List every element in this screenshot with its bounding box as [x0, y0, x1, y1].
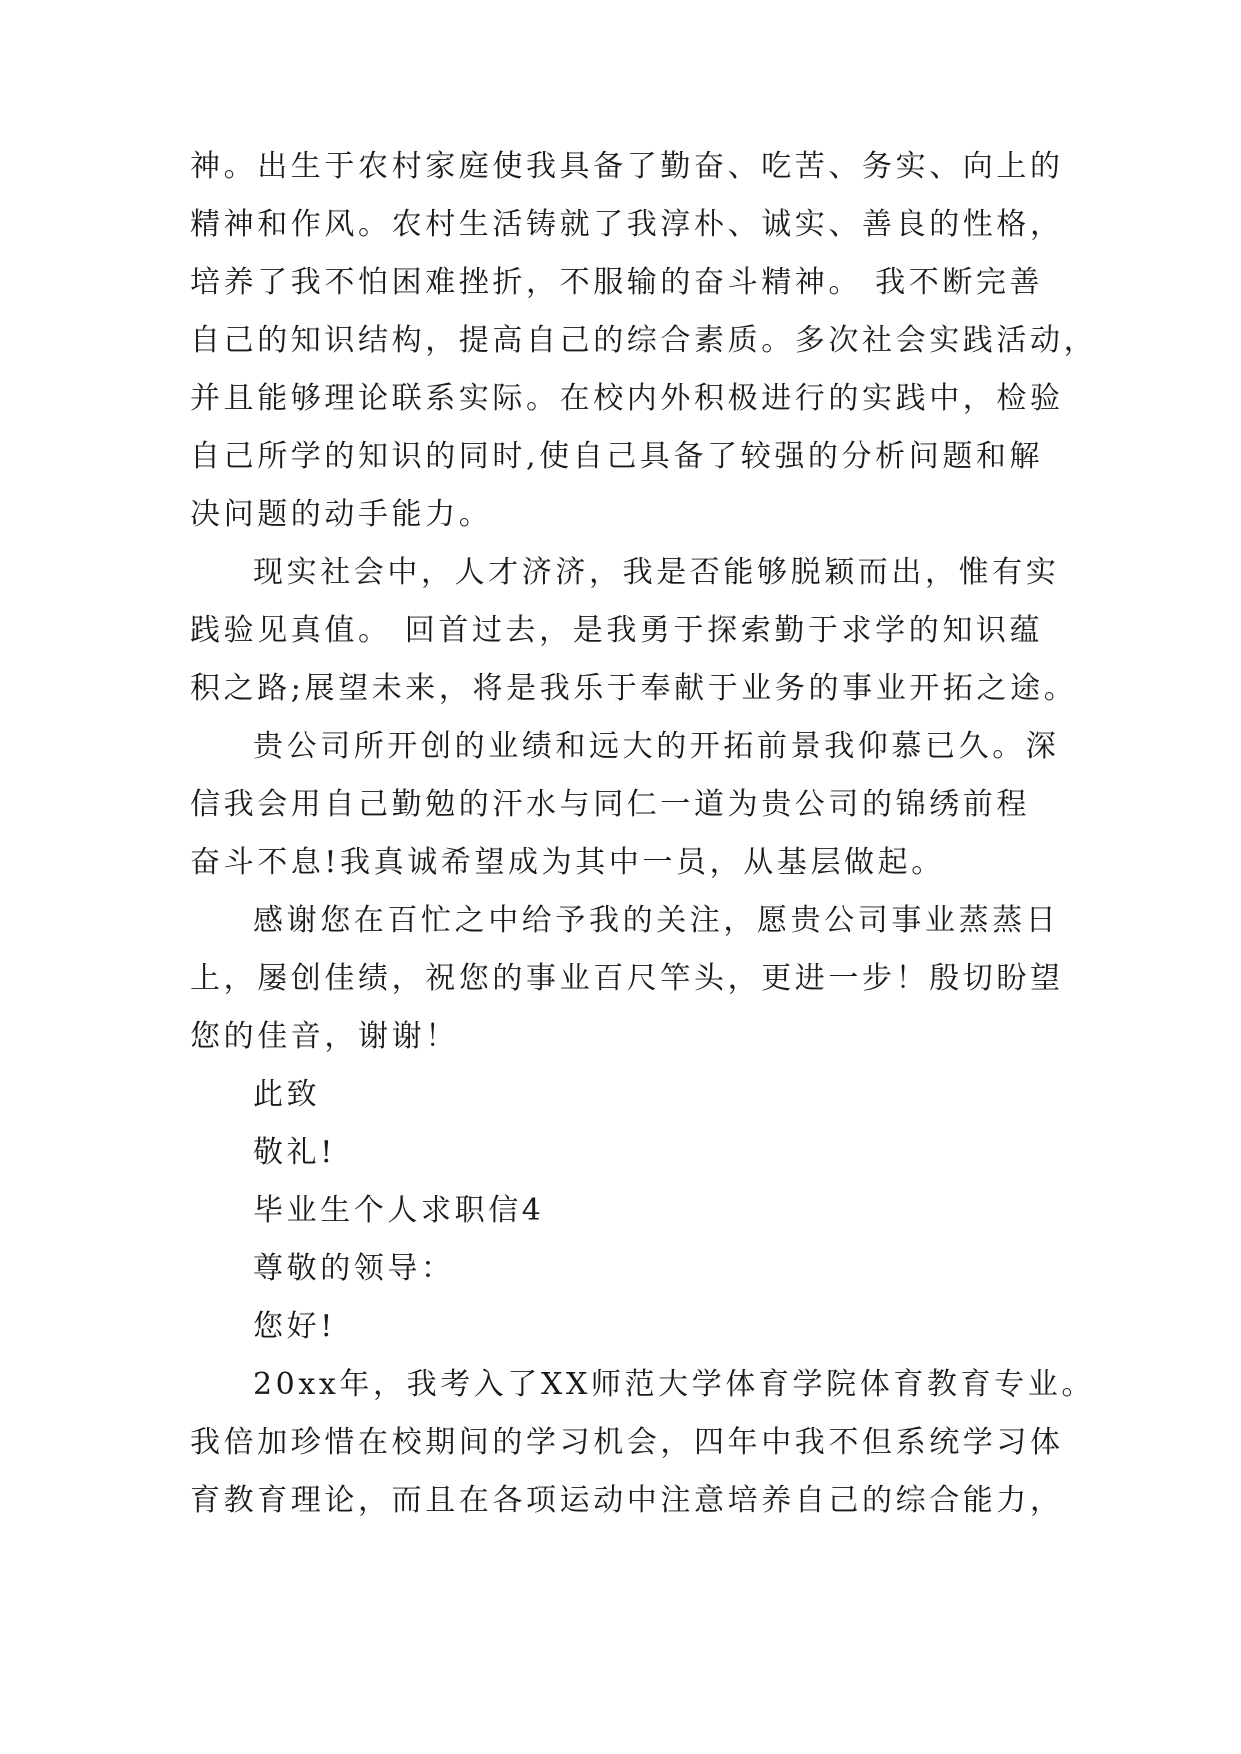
text-line: 积之路;展望未来，将是我乐于奉献于业务的事业开拓之途。 [190, 671, 1078, 706]
text-line: 践验见真值。 回首过去，是我勇于探索勤于求学的知识蕴 [190, 613, 1044, 648]
text-line: 精神和作风。农村生活铸就了我淳朴、诚实、善良的性格， [190, 207, 1064, 242]
text-line: 神。出生于农村家庭使我具备了勤奋、吃苦、务实、向上的 [190, 149, 1064, 184]
text-line: 自己的知识结构，提高自己的综合素质。多次社会实践活动， [190, 323, 1098, 358]
text-line: 并且能够理论联系实际。在校内外积极进行的实践中，检验 [190, 381, 1064, 416]
section-heading: 毕业生个人求职信4 [253, 1193, 545, 1228]
text-line: 您的佳音，谢谢！ [190, 1019, 459, 1054]
greeting-line: 尊敬的领导： [253, 1251, 455, 1286]
text-line: 感谢您在百忙之中给予我的关注，愿贵公司事业蒸蒸日 [253, 903, 1060, 938]
text-line: 自己所学的知识的同时,使自己具备了较强的分析问题和解 [190, 439, 1044, 474]
text-line: 育教育理论，而且在各项运动中注意培养自己的综合能力， [190, 1483, 1064, 1518]
text-line: 上，屡创佳绩，祝您的事业百尺竿头，更进一步！殷切盼望 [190, 961, 1064, 996]
closing-line: 此致 [253, 1077, 321, 1112]
text-line: 奋斗不息!我真诚希望成为其中一员，从基层做起。 [190, 845, 945, 880]
text-line: 信我会用自己勤勉的汗水与同仁一道为贵公司的锦绣前程 [190, 787, 1030, 822]
text-line: 贵公司所开创的业绩和远大的开拓前景我仰慕已久。深 [253, 729, 1060, 764]
text-line: 20xx年，我考入了XX师范大学体育学院体育教育专业。 [253, 1367, 1095, 1402]
text-line: 决问题的动手能力。 [190, 497, 493, 532]
text-line: 现实社会中，人才济济，我是否能够脱颖而出，惟有实 [253, 555, 1060, 590]
greeting-line: 您好! [253, 1309, 336, 1344]
salutation-line: 敬礼! [253, 1135, 336, 1170]
text-line: 培养了我不怕困难挫折，不服输的奋斗精神。 我不断完善 [190, 265, 1044, 300]
text-line: 我倍加珍惜在校期间的学习机会，四年中我不但系统学习体 [190, 1425, 1064, 1460]
